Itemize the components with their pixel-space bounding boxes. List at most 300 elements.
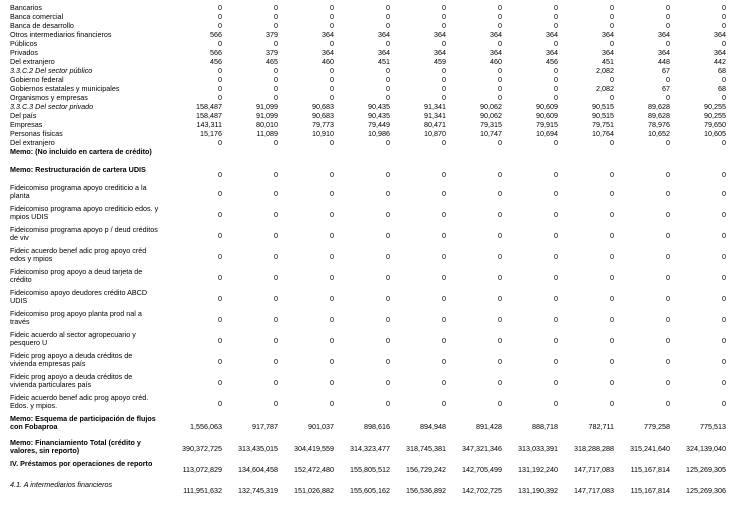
- value-cell: 0: [386, 399, 390, 408]
- value-cell: 67: [662, 84, 670, 93]
- value-cell: 0: [330, 378, 334, 387]
- value-cell: 364: [546, 48, 558, 57]
- value-cell: 318,745,381: [406, 444, 446, 453]
- value-cell: 0: [610, 12, 614, 21]
- row-label: 3.3.C.3 Del sector privado: [10, 102, 94, 111]
- value-cell: 0: [386, 294, 390, 303]
- value-cell: 0: [610, 315, 614, 324]
- value-cell: 0: [498, 357, 502, 366]
- value-cell: 143,311: [196, 120, 222, 129]
- row-label: Del país: [10, 111, 37, 120]
- table-row: [0, 352, 735, 373]
- value-cell: 90,255: [704, 102, 726, 111]
- row-label: Fideic acuerdo al sector agropecuario y pesquero U: [10, 330, 136, 348]
- value-cell: 90,255: [704, 111, 726, 120]
- value-cell: 80,010: [256, 120, 278, 129]
- value-cell: 364: [378, 48, 390, 57]
- value-cell: 0: [610, 357, 614, 366]
- value-cell: 0: [554, 231, 558, 240]
- value-cell: 10,652: [648, 129, 670, 138]
- value-cell: 347,321,346: [462, 444, 502, 453]
- value-cell: 0: [554, 170, 558, 179]
- value-cell: 0: [442, 84, 446, 93]
- value-cell: 0: [442, 66, 446, 75]
- table-row: [0, 130, 735, 139]
- value-cell: 90,435: [368, 102, 390, 111]
- value-cell: 0: [218, 231, 222, 240]
- value-cell: 442: [714, 57, 726, 66]
- value-cell: 0: [330, 21, 334, 30]
- value-cell: 142,702,725: [462, 486, 502, 495]
- table-row: [0, 226, 735, 247]
- table-row: [0, 439, 735, 460]
- value-cell: 0: [218, 12, 222, 21]
- value-cell: 90,683: [312, 111, 334, 120]
- value-cell: 0: [330, 273, 334, 282]
- value-cell: 0: [386, 210, 390, 219]
- value-cell: 0: [666, 378, 670, 387]
- value-cell: 0: [218, 138, 222, 147]
- table-row: [0, 58, 735, 67]
- value-cell: 115,167,814: [630, 465, 670, 474]
- value-cell: 0: [610, 93, 614, 102]
- value-cell: 79,449: [368, 120, 390, 129]
- value-cell: 0: [218, 3, 222, 12]
- value-cell: 0: [274, 39, 278, 48]
- table-row: [0, 289, 735, 310]
- value-cell: 0: [498, 399, 502, 408]
- value-cell: 364: [546, 30, 558, 39]
- value-cell: 0: [554, 336, 558, 345]
- value-cell: 0: [330, 189, 334, 198]
- value-cell: 0: [498, 66, 502, 75]
- value-cell: 0: [498, 273, 502, 282]
- value-cell: 0: [554, 252, 558, 261]
- value-cell: 0: [722, 336, 726, 345]
- row-label: Públicos: [10, 39, 38, 48]
- value-cell: 0: [218, 39, 222, 48]
- value-cell: 456: [546, 57, 558, 66]
- table-row: [0, 67, 735, 76]
- value-cell: 11,089: [256, 129, 278, 138]
- value-cell: 0: [386, 336, 390, 345]
- value-cell: 779,258: [644, 422, 670, 431]
- value-cell: 0: [442, 75, 446, 84]
- value-cell: 10,764: [592, 129, 614, 138]
- value-cell: 0: [722, 357, 726, 366]
- value-cell: 115,167,814: [630, 486, 670, 495]
- value-cell: 0: [218, 84, 222, 93]
- row-label: IV. Préstamos por operaciones de reporto: [10, 459, 153, 468]
- table-row: [0, 481, 735, 502]
- value-cell: 891,428: [476, 422, 502, 431]
- value-cell: 0: [274, 21, 278, 30]
- table-row: [0, 415, 735, 439]
- value-cell: 0: [218, 294, 222, 303]
- row-label: Fideicomiso programa apoyo p / deud créditos de viv: [10, 225, 158, 243]
- value-cell: 364: [490, 48, 502, 57]
- row-label: Memo: Restructuración de cartera UDIS: [10, 165, 146, 174]
- value-cell: 0: [330, 93, 334, 102]
- value-cell: 0: [554, 75, 558, 84]
- value-cell: 314,323,477: [350, 444, 390, 453]
- value-cell: 0: [554, 12, 558, 21]
- value-cell: 0: [442, 39, 446, 48]
- value-cell: 451: [378, 57, 390, 66]
- row-label: Gobiernos estatales y municipales: [10, 84, 120, 93]
- value-cell: 0: [274, 294, 278, 303]
- table-row: [0, 4, 735, 13]
- value-cell: 0: [442, 3, 446, 12]
- value-cell: 80,471: [424, 120, 446, 129]
- value-cell: 0: [666, 138, 670, 147]
- value-cell: 10,986: [368, 129, 390, 138]
- value-cell: 566: [210, 48, 222, 57]
- value-cell: 0: [386, 378, 390, 387]
- value-cell: 0: [722, 252, 726, 261]
- value-cell: 460: [490, 57, 502, 66]
- value-cell: 0: [274, 189, 278, 198]
- value-cell: 460: [322, 57, 334, 66]
- value-cell: 0: [330, 84, 334, 93]
- value-cell: 898,616: [364, 422, 390, 431]
- value-cell: 451: [602, 57, 614, 66]
- table-row: [0, 31, 735, 40]
- table-row: [0, 166, 735, 184]
- value-cell: 0: [330, 357, 334, 366]
- value-cell: 68: [718, 84, 726, 93]
- table-row: [0, 394, 735, 415]
- value-cell: 0: [554, 315, 558, 324]
- value-cell: 364: [658, 30, 670, 39]
- value-cell: 0: [386, 39, 390, 48]
- value-cell: 0: [610, 378, 614, 387]
- value-cell: 158,487: [196, 111, 222, 120]
- value-cell: 0: [218, 315, 222, 324]
- value-cell: 10,870: [424, 129, 446, 138]
- row-label: Personas físicas: [10, 129, 63, 138]
- value-cell: 0: [330, 75, 334, 84]
- value-cell: 0: [442, 12, 446, 21]
- value-cell: 315,241,640: [630, 444, 670, 453]
- value-cell: 0: [330, 294, 334, 303]
- value-cell: 0: [666, 357, 670, 366]
- table-row: [0, 310, 735, 331]
- value-cell: 0: [442, 273, 446, 282]
- value-cell: 379: [266, 48, 278, 57]
- value-cell: 0: [274, 357, 278, 366]
- value-cell: 775,513: [700, 422, 726, 431]
- value-cell: 0: [442, 210, 446, 219]
- value-cell: 364: [658, 48, 670, 57]
- value-cell: 0: [498, 231, 502, 240]
- value-cell: 90,515: [592, 102, 614, 111]
- value-cell: 0: [386, 231, 390, 240]
- value-cell: 0: [442, 231, 446, 240]
- value-cell: 0: [330, 138, 334, 147]
- row-label: Memo: Financiamiento Total (crédito y valores, sin reporto): [10, 438, 141, 456]
- value-cell: 0: [554, 357, 558, 366]
- row-label: Memo: Esquema de participación de flujos con Fobaproa: [10, 414, 156, 432]
- value-cell: 0: [666, 210, 670, 219]
- value-cell: 0: [666, 21, 670, 30]
- value-cell: 0: [386, 189, 390, 198]
- value-cell: 156,729,242: [406, 465, 446, 474]
- value-cell: 0: [498, 3, 502, 12]
- value-cell: 0: [610, 75, 614, 84]
- row-label: Memo: (No incluido en cartera de crédito): [10, 147, 152, 156]
- value-cell: 0: [554, 273, 558, 282]
- value-cell: 0: [554, 84, 558, 93]
- value-cell: 0: [610, 210, 614, 219]
- value-cell: 0: [722, 378, 726, 387]
- value-cell: 324,139,040: [686, 444, 726, 453]
- value-cell: 0: [666, 170, 670, 179]
- value-cell: 0: [330, 39, 334, 48]
- value-cell: 0: [274, 399, 278, 408]
- value-cell: 304,419,559: [294, 444, 334, 453]
- value-cell: 0: [666, 3, 670, 12]
- value-cell: 0: [218, 66, 222, 75]
- value-cell: 147,717,083: [574, 465, 614, 474]
- table-row: [0, 331, 735, 352]
- value-cell: 0: [274, 138, 278, 147]
- value-cell: 0: [554, 210, 558, 219]
- value-cell: 0: [722, 3, 726, 12]
- value-cell: 0: [666, 315, 670, 324]
- table-row: [0, 247, 735, 268]
- value-cell: 0: [442, 138, 446, 147]
- value-cell: 0: [666, 75, 670, 84]
- value-cell: 0: [330, 399, 334, 408]
- value-cell: 0: [274, 12, 278, 21]
- value-cell: 0: [610, 399, 614, 408]
- value-cell: 888,718: [532, 422, 558, 431]
- value-cell: 364: [434, 30, 446, 39]
- value-cell: 0: [498, 378, 502, 387]
- value-cell: 0: [610, 294, 614, 303]
- value-cell: 0: [554, 189, 558, 198]
- value-cell: 364: [378, 30, 390, 39]
- value-cell: 0: [330, 231, 334, 240]
- value-cell: 10,910: [312, 129, 334, 138]
- value-cell: 0: [554, 66, 558, 75]
- value-cell: 0: [442, 21, 446, 30]
- value-cell: 0: [442, 399, 446, 408]
- row-label: Fideicomiso prog apoyo a deud tarjeta de crédito: [10, 267, 143, 285]
- value-cell: 0: [610, 170, 614, 179]
- table-row: [0, 205, 735, 226]
- value-cell: 0: [666, 252, 670, 261]
- value-cell: 0: [722, 294, 726, 303]
- value-cell: 0: [274, 336, 278, 345]
- value-cell: 0: [218, 378, 222, 387]
- value-cell: 0: [722, 273, 726, 282]
- value-cell: 0: [330, 12, 334, 21]
- value-cell: 67: [662, 66, 670, 75]
- value-cell: 0: [498, 170, 502, 179]
- row-label: Bancarios: [10, 3, 42, 12]
- value-cell: 0: [722, 189, 726, 198]
- value-cell: 364: [434, 48, 446, 57]
- value-cell: 2,082: [596, 84, 614, 93]
- value-cell: 0: [554, 21, 558, 30]
- value-cell: 901,037: [308, 422, 334, 431]
- value-cell: 0: [274, 273, 278, 282]
- value-cell: 0: [610, 138, 614, 147]
- row-label: Fideic acuerdo benef adic prog apoyo créd. Edos. y mpios.: [10, 393, 149, 411]
- value-cell: 0: [274, 66, 278, 75]
- table-row: [0, 184, 735, 205]
- value-cell: 131,192,240: [518, 465, 558, 474]
- value-cell: 917,787: [252, 422, 278, 431]
- value-cell: 0: [386, 66, 390, 75]
- value-cell: 79,650: [704, 120, 726, 129]
- value-cell: 0: [722, 231, 726, 240]
- table-row: [0, 13, 735, 22]
- value-cell: 151,026,882: [294, 486, 334, 495]
- value-cell: 0: [554, 3, 558, 12]
- value-cell: 90,609: [536, 111, 558, 120]
- value-cell: 0: [218, 336, 222, 345]
- row-label: Privados: [10, 48, 38, 57]
- row-label: 3.3.C.2 Del sector público: [10, 66, 93, 75]
- value-cell: 0: [386, 12, 390, 21]
- value-cell: 0: [218, 399, 222, 408]
- table-row: [0, 49, 735, 58]
- value-cell: 0: [498, 12, 502, 21]
- value-cell: 379: [266, 30, 278, 39]
- value-cell: 0: [442, 357, 446, 366]
- value-cell: 0: [386, 170, 390, 179]
- value-cell: 364: [602, 48, 614, 57]
- value-cell: 68: [718, 66, 726, 75]
- value-cell: 0: [722, 210, 726, 219]
- row-label: Fideic prog apoyo a deuda créditos de vivienda particulares país: [10, 372, 133, 390]
- table-row: [0, 40, 735, 49]
- value-cell: 90,062: [480, 102, 502, 111]
- value-cell: 0: [386, 3, 390, 12]
- value-cell: 91,099: [256, 111, 278, 120]
- value-cell: 134,604,458: [238, 465, 278, 474]
- value-cell: 89,628: [648, 111, 670, 120]
- row-label: Del extranjero: [10, 57, 55, 66]
- value-cell: 0: [386, 84, 390, 93]
- value-cell: 0: [498, 75, 502, 84]
- value-cell: 0: [218, 210, 222, 219]
- value-cell: 0: [498, 93, 502, 102]
- value-cell: 79,315: [480, 120, 502, 129]
- value-cell: 390,372,725: [182, 444, 222, 453]
- value-cell: 0: [386, 21, 390, 30]
- value-cell: 0: [666, 336, 670, 345]
- value-cell: 0: [442, 170, 446, 179]
- value-cell: 0: [218, 189, 222, 198]
- value-cell: 152,472,480: [294, 465, 334, 474]
- value-cell: 459: [434, 57, 446, 66]
- value-cell: 0: [722, 399, 726, 408]
- value-cell: 125,269,306: [686, 486, 726, 495]
- value-cell: 0: [722, 170, 726, 179]
- value-cell: 0: [330, 336, 334, 345]
- value-cell: 0: [498, 189, 502, 198]
- value-cell: 2,082: [596, 66, 614, 75]
- value-cell: 132,745,319: [238, 486, 278, 495]
- value-cell: 0: [386, 273, 390, 282]
- value-cell: 0: [330, 170, 334, 179]
- value-cell: 0: [554, 399, 558, 408]
- value-cell: 0: [610, 231, 614, 240]
- value-cell: 0: [722, 12, 726, 21]
- value-cell: 364: [602, 30, 614, 39]
- value-cell: 0: [386, 252, 390, 261]
- value-cell: 448: [658, 57, 670, 66]
- row-label: Organismos y empresas: [10, 93, 88, 102]
- value-cell: 0: [666, 189, 670, 198]
- value-cell: 0: [610, 252, 614, 261]
- row-label: Fideicomiso prog apoyo planta prod nal a través: [10, 309, 142, 327]
- value-cell: 0: [386, 75, 390, 84]
- value-cell: 566: [210, 30, 222, 39]
- value-cell: 0: [218, 21, 222, 30]
- value-cell: 456: [210, 57, 222, 66]
- value-cell: 0: [218, 93, 222, 102]
- value-cell: 0: [218, 170, 222, 179]
- value-cell: 0: [330, 252, 334, 261]
- value-cell: 111,951,632: [183, 486, 222, 495]
- value-cell: 90,062: [480, 111, 502, 120]
- value-cell: 364: [322, 30, 334, 39]
- value-cell: 0: [498, 39, 502, 48]
- value-cell: 10,747: [480, 129, 502, 138]
- value-cell: 0: [722, 75, 726, 84]
- value-cell: 313,435,015: [238, 444, 278, 453]
- value-cell: 0: [442, 93, 446, 102]
- value-cell: 0: [722, 39, 726, 48]
- value-cell: 90,435: [368, 111, 390, 120]
- row-label: Del extranjero: [10, 138, 55, 147]
- value-cell: 364: [714, 48, 726, 57]
- value-cell: 79,751: [592, 120, 614, 129]
- value-cell: 0: [330, 3, 334, 12]
- value-cell: 0: [498, 138, 502, 147]
- value-cell: 0: [554, 138, 558, 147]
- value-cell: 465: [266, 57, 278, 66]
- value-cell: 0: [610, 336, 614, 345]
- value-cell: 125,269,305: [686, 465, 726, 474]
- value-cell: 0: [274, 3, 278, 12]
- value-cell: 89,628: [648, 102, 670, 111]
- value-cell: 0: [442, 189, 446, 198]
- value-cell: 147,717,083: [574, 486, 614, 495]
- value-cell: 0: [666, 12, 670, 21]
- value-cell: 0: [330, 210, 334, 219]
- row-label: Banca de desarrollo: [10, 21, 74, 30]
- value-cell: 0: [610, 189, 614, 198]
- value-cell: 0: [442, 378, 446, 387]
- value-cell: 79,773: [312, 120, 334, 129]
- table-row: [0, 148, 735, 166]
- value-cell: 0: [666, 273, 670, 282]
- value-cell: 0: [498, 294, 502, 303]
- value-cell: 113,072,829: [182, 465, 222, 474]
- value-cell: 0: [274, 84, 278, 93]
- value-cell: 0: [610, 3, 614, 12]
- value-cell: 318,288,288: [574, 444, 614, 453]
- value-cell: 0: [722, 93, 726, 102]
- value-cell: 1,556,063: [190, 422, 222, 431]
- value-cell: 364: [490, 30, 502, 39]
